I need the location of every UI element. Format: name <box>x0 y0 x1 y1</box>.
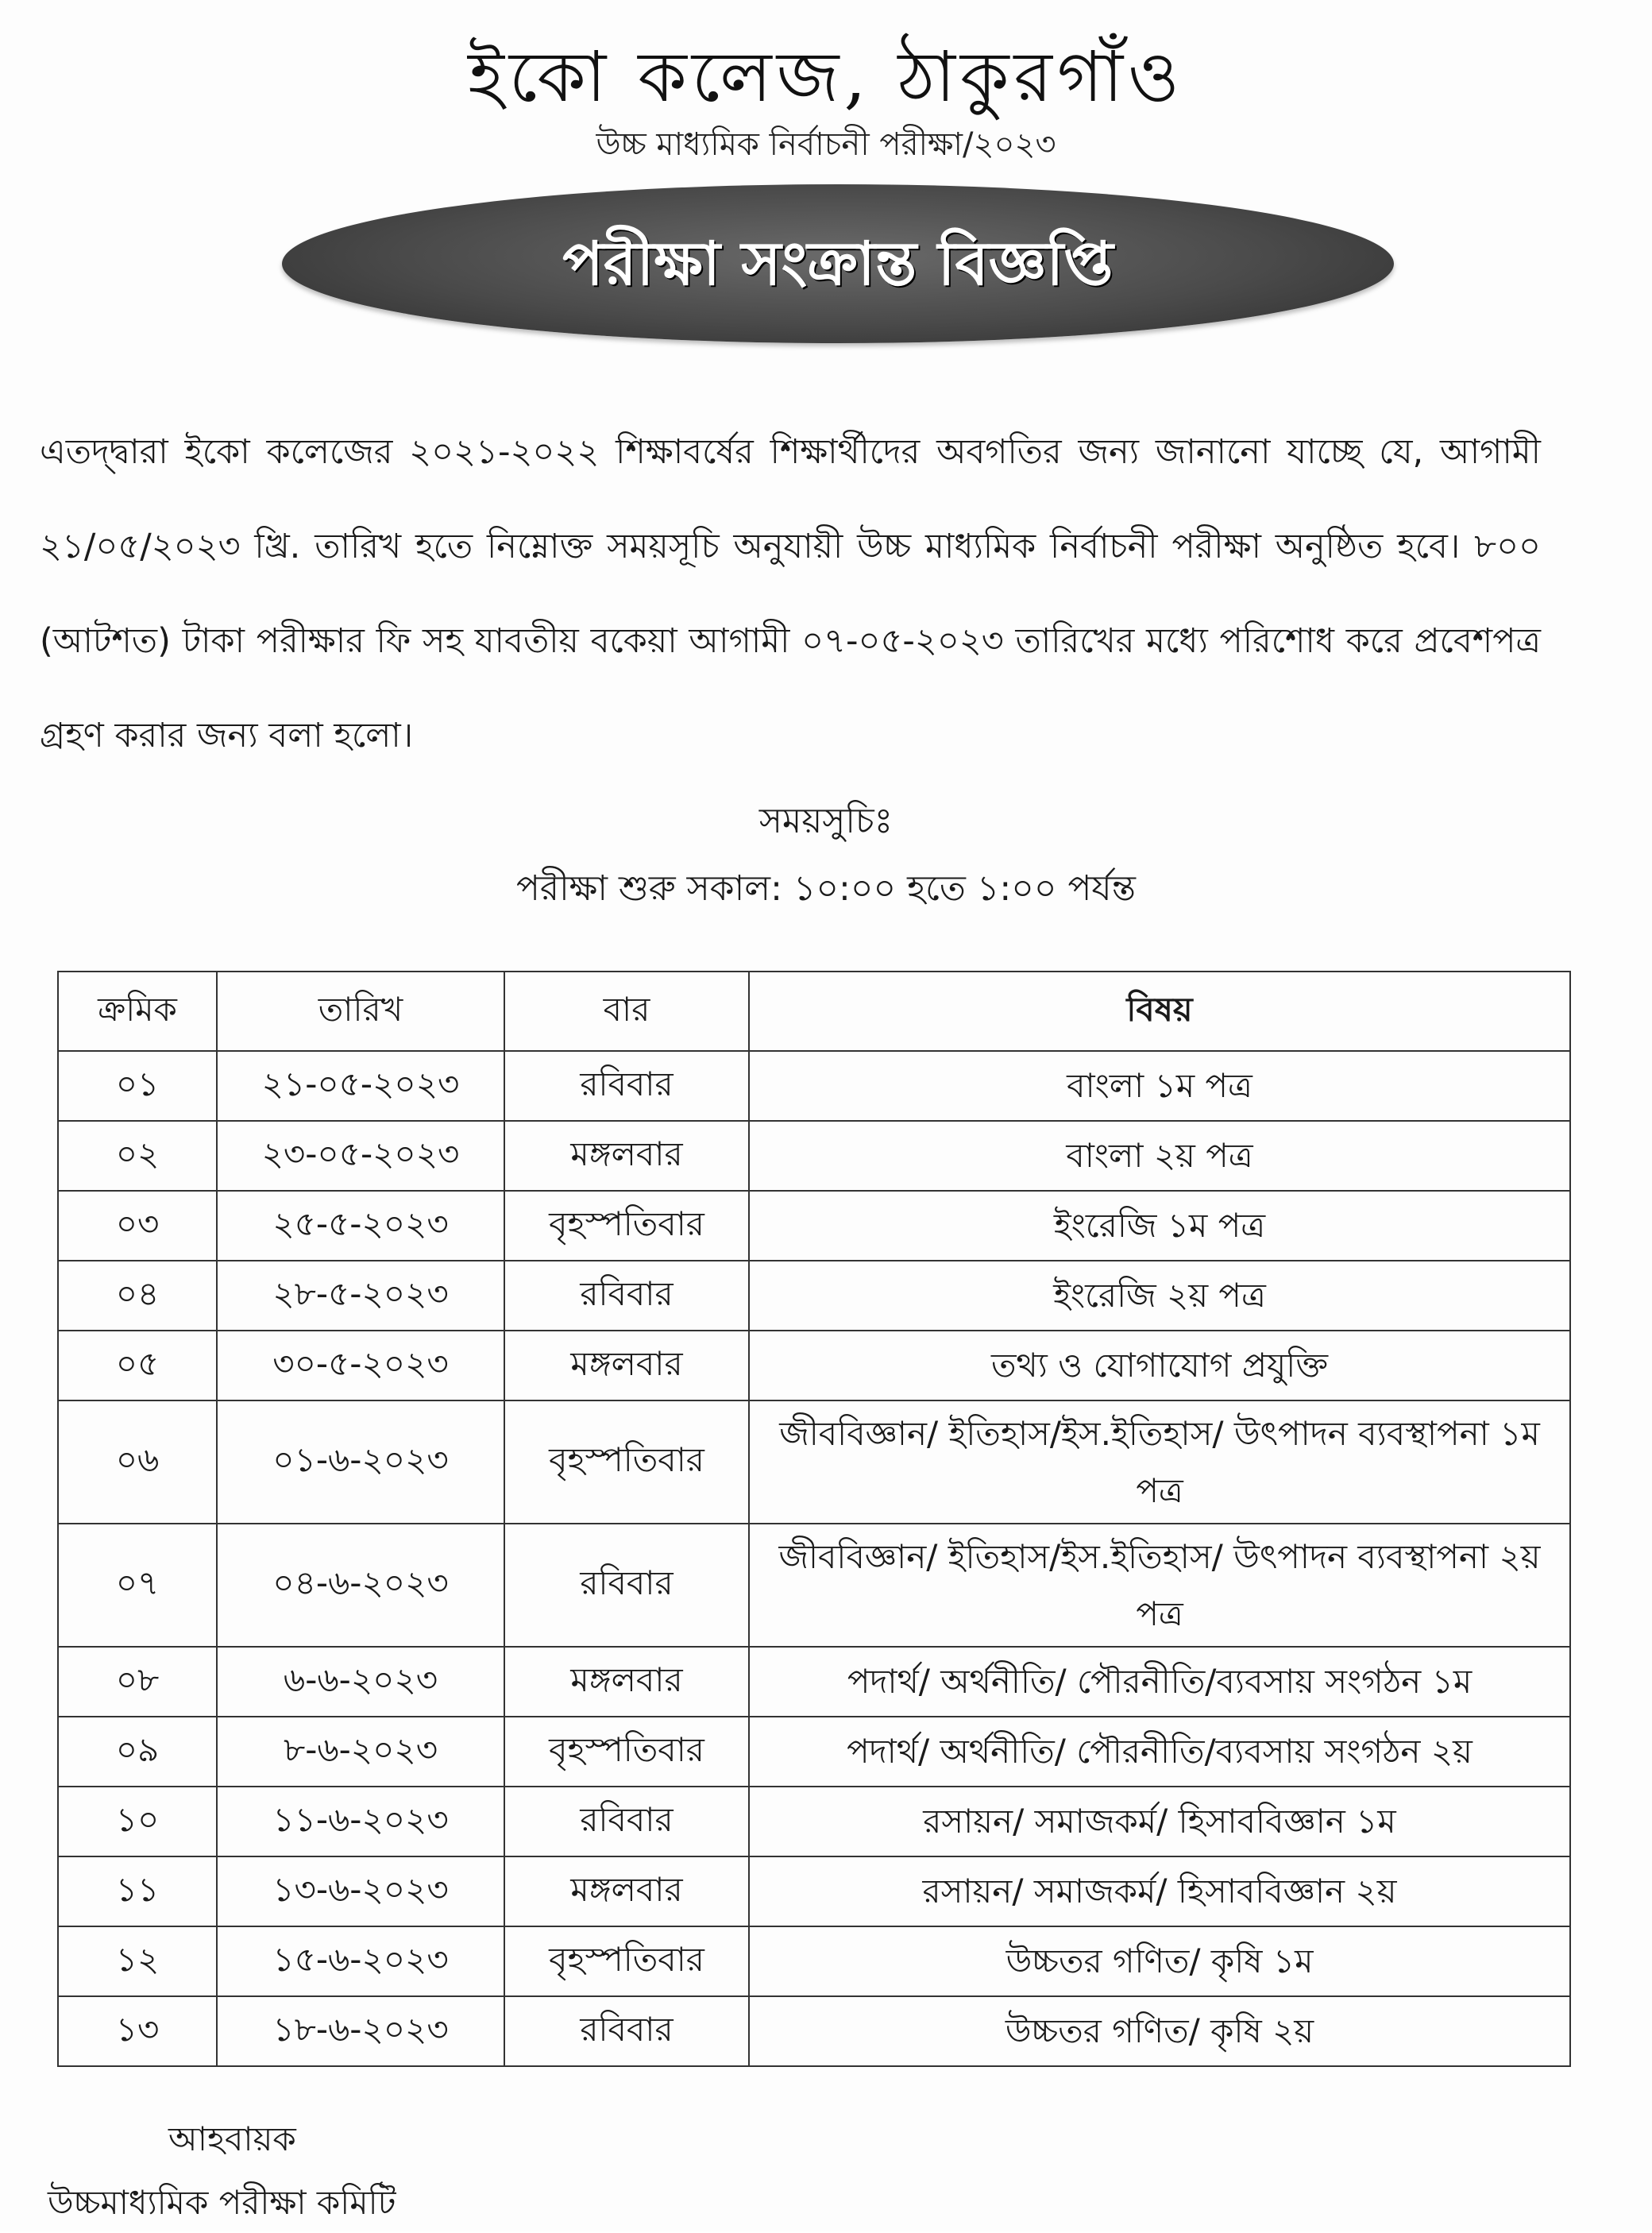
table-row <box>58 1261 1570 1331</box>
cell-serial: ০১ <box>58 1051 217 1121</box>
header-subject: বিষয় <box>749 972 1570 1051</box>
header-date: তারিখ <box>217 972 504 1051</box>
cell-date: ২৮-৫-২০২৩ <box>217 1261 504 1331</box>
cell-serial: ১৩ <box>58 1996 217 2066</box>
table-row <box>58 1926 1570 1996</box>
cell-serial: ১১ <box>58 1856 217 1926</box>
cell-subject: উচ্চতর গণিত/ কৃষি ১ম <box>749 1926 1570 1996</box>
notice-body-paragraph: এতদ্দ্বারা ইকো কলেজের ২০২১-২০২২ শিক্ষাবর্ষের শিক্ষার্থীদের অবগতির জন্য জানানো যাচ্ছে যে, আগামী ২১/০৫/২০২৩ খ্রি. তারিখ হতে নিম্নোক্ত সময়সূচি অনুযায়ী উচ্চ মাধ্যমিক নির্বাচনী পরীক্ষা অনুষ্ঠিত হবে। ৮০০ (আটশত) টাকা পরীক্ষার ফি সহ যাবতীয় বকেয়া আগামী ০৭-০৫-২০২৩ তারিখের মধ্যে পরিশোধ করে প্রবেশপত্র গ্রহণ করার জন্য বলা হলো। <box>40 432 1541 755</box>
cell-day: বৃহস্পতিবার <box>504 1926 749 1996</box>
cell-date: ২১-০৫-২০২৩ <box>217 1051 504 1121</box>
cell-date: ২৩-০৫-২০২৩ <box>217 1121 504 1191</box>
cell-serial: ০২ <box>58 1121 217 1191</box>
cell-date: ২৫-৫-২০২৩ <box>217 1191 504 1261</box>
cell-date: ৬-৬-২০২৩ <box>217 1647 504 1717</box>
cell-day: মঙ্গলবার <box>504 1647 749 1717</box>
schedule-label: সময়সুচিঃ <box>758 801 894 841</box>
cell-date: ৮-৬-২০২৩ <box>217 1717 504 1787</box>
cell-date: ১৫-৬-২০২৩ <box>217 1926 504 1996</box>
cell-subject: ইংরেজি ১ম পত্র <box>749 1191 1570 1261</box>
table-row <box>58 1400 1570 1524</box>
cell-day: রবিবার <box>504 1996 749 2066</box>
notice-heading: পরীক্ষা সংক্রান্ত বিজ্ঞপ্তি <box>562 228 1114 299</box>
cell-subject: রসায়ন/ সমাজকর্ম/ হিসাববিজ্ঞান ১ম <box>749 1787 1570 1856</box>
cell-subject: বাংলা ১ম পত্র <box>749 1051 1570 1121</box>
header-serial: ক্রমিক <box>58 972 217 1051</box>
cell-day: মঙ্গলবার <box>504 1121 749 1191</box>
cell-serial: ০৬ <box>58 1400 217 1524</box>
cell-day: বৃহস্পতিবার <box>504 1400 749 1524</box>
table-row <box>58 1996 1570 2066</box>
cell-serial: ০৮ <box>58 1647 217 1717</box>
cell-serial: ০৫ <box>58 1331 217 1400</box>
cell-subject: তথ্য ও যোগাযোগ প্রযুক্তি <box>749 1331 1570 1400</box>
cell-serial: ১২ <box>58 1926 217 1996</box>
cell-date: ১১-৬-২০২৩ <box>217 1787 504 1856</box>
exam-timing: পরীক্ষা শুরু সকাল: ১০:০০ হতে ১:০০ পর্যন্ত <box>516 868 1136 909</box>
cell-subject: রসায়ন/ সমাজকর্ম/ হিসাববিজ্ঞান ২য় <box>749 1856 1570 1926</box>
cell-day: মঙ্গলবার <box>504 1331 749 1400</box>
cell-date: ১৮-৬-২০২৩ <box>217 1996 504 2066</box>
table-row <box>58 1524 1570 1647</box>
cell-subject: বাংলা ২য় পত্র <box>749 1121 1570 1191</box>
cell-date: ৩০-৫-২০২৩ <box>217 1331 504 1400</box>
cell-subject: উচ্চতর গণিত/ কৃষি ২য় <box>749 1996 1570 2066</box>
cell-day: রবিবার <box>504 1051 749 1121</box>
cell-serial: ০৪ <box>58 1261 217 1331</box>
cell-date: ১৩-৬-২০২৩ <box>217 1856 504 1926</box>
cell-serial: ০৯ <box>58 1717 217 1787</box>
header-day: বার <box>504 972 749 1051</box>
committee-name: উচ্চমাধ্যমিক পরীক্ষা কমিটি <box>48 2183 396 2222</box>
cell-subject: পদার্থ/ অর্থনীতি/ পৌরনীতি/ব্যবসায় সংগঠন ১ম <box>749 1647 1570 1717</box>
table-row <box>58 1051 1570 1121</box>
cell-subject: ইংরেজি ২য় পত্র <box>749 1261 1570 1331</box>
cell-day: মঙ্গলবার <box>504 1856 749 1926</box>
cell-date: ০১-৬-২০২৩ <box>217 1400 504 1524</box>
college-name: ইকো কলেজ, ঠাকুরগাঁও <box>468 36 1184 118</box>
cell-day: রবিবার <box>504 1787 749 1856</box>
table-row <box>58 1191 1570 1261</box>
convener-label: আহবায়ক <box>168 2119 296 2158</box>
table-row <box>58 1787 1570 1856</box>
table-row <box>58 1331 1570 1400</box>
cell-serial: ০৩ <box>58 1191 217 1261</box>
cell-serial: ০৭ <box>58 1524 217 1647</box>
table-row <box>58 1717 1570 1787</box>
cell-date: ০৪-৬-২০২৩ <box>217 1524 504 1647</box>
exam-subtitle: উচ্চ মাধ্যমিক নির্বাচনী পরীক্ষা/২০২৩ <box>596 126 1056 163</box>
exam-schedule-table <box>57 971 1571 2067</box>
cell-subject: পদার্থ/ অর্থনীতি/ পৌরনীতি/ব্যবসায় সংগঠন ২য় <box>749 1717 1570 1787</box>
table-row <box>58 1856 1570 1926</box>
cell-day: বৃহস্পতিবার <box>504 1191 749 1261</box>
cell-day: বৃহস্পতিবার <box>504 1717 749 1787</box>
table-header-row <box>58 972 1570 1051</box>
cell-day: রবিবার <box>504 1524 749 1647</box>
cell-serial: ১০ <box>58 1787 217 1856</box>
cell-day: রবিবার <box>504 1261 749 1331</box>
table-row <box>58 1647 1570 1717</box>
cell-subject: জীববিজ্ঞান/ ইতিহাস/ইস.ইতিহাস/ উৎপাদন ব্যবস্থাপনা ১ম পত্র <box>749 1400 1570 1524</box>
table-row <box>58 1121 1570 1191</box>
cell-subject: জীববিজ্ঞান/ ইতিহাস/ইস.ইতিহাস/ উৎপাদন ব্যবস্থাপনা ২য় পত্র <box>749 1524 1570 1647</box>
